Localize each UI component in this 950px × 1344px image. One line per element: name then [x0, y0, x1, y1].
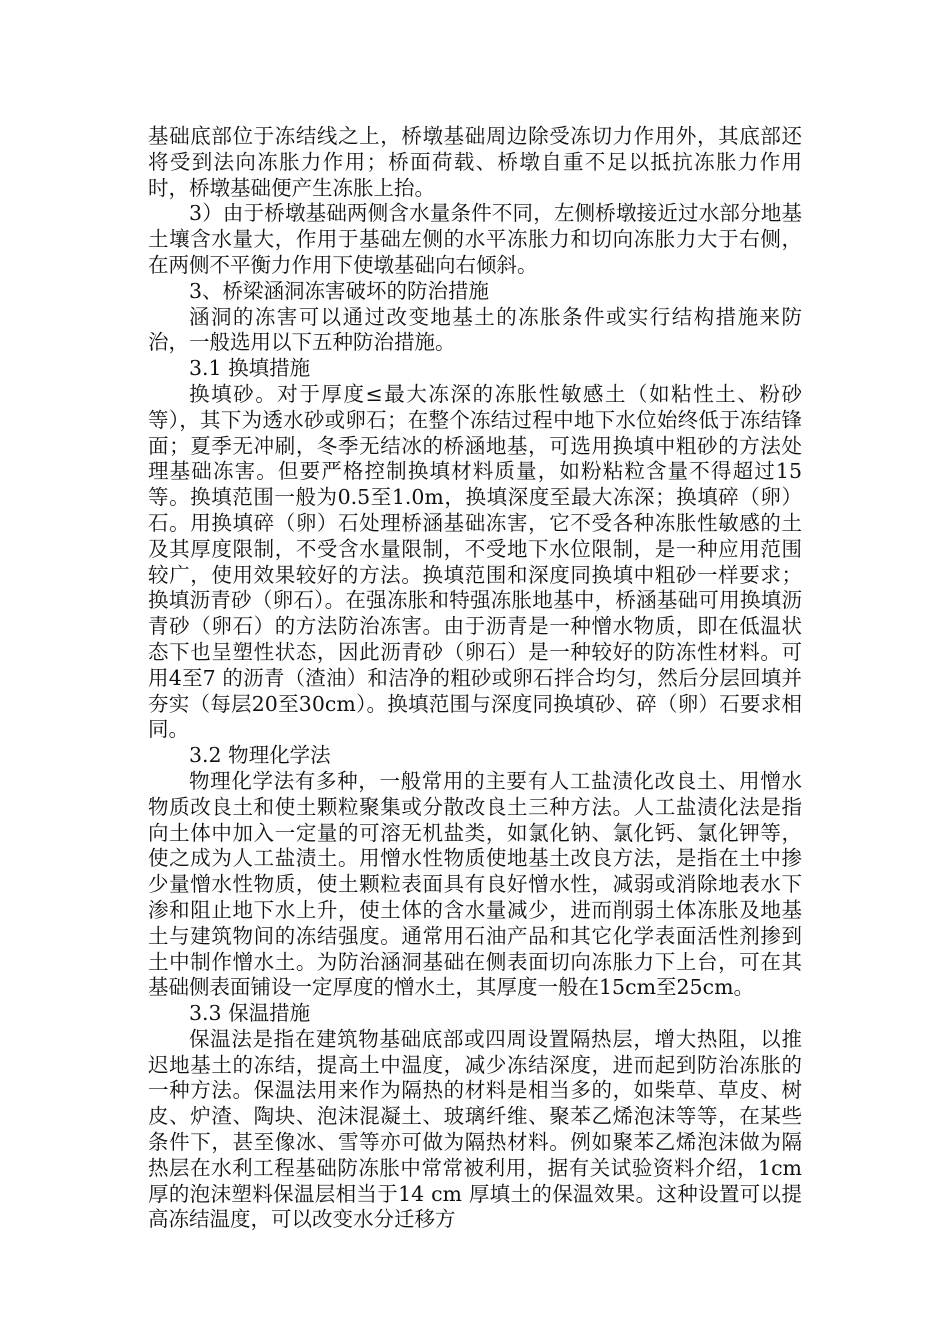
section-heading-3: 3、桥梁涵洞冻害破坏的防治措施	[189, 278, 490, 303]
paragraph-physical-chemical: 物理化学法有多种，一般常用的主要有人工盐渍化改良土、用憎水物质改良土和使土颗粒聚集或分散改良土三种方法。人工盐渍化法是指向土体中加入一定量的可溶无机盐类，如氯化钠、氯化钙、氯化钾等，使之成为人工盐渍土。用憎水性物质使地基土改良方法，是指在土中掺少量憎水性物质，使土颗粒表面具有良好憎水性，减弱或消除地表水下渗和阻止地下水上升，使土体的含水量减少，进而削弱土体冻胀及地基土与建筑物间的冻结强度。通常用石油产品和其它化学表面活性剂掺到土中制作憎水土。为防治涵洞基础在侧表面切向冻胀力下上台，可在其基础侧表面铺设一定厚度的憎水土，其厚度一般在15cm至25cm。	[148, 768, 802, 1000]
document-body	[148, 124, 802, 1233]
paragraph-replacement: 换填砂。对于厚度≤最大冻深的冻胀性敏感土（如粘性土、粉砂等），其下为透水砂或卵石；在整个冻结过程中地下水位始终低于冻结锋面；夏季无冲刷，冬季无结冰的桥涵地基，可选用换填中粗砂的方法处理基础冻害。但要严格控制换填材料质量，如粉粘粒含量不得超过15 等。换填范围一般为0.5至1.0m，换填深度至最大冻深；换填碎（卵）石。用换填碎（卵）石处理桥涵基础冻害，它不受各种冻胀性敏感的土及其厚度限制，不受含水量限制，不受地下水位限制，是一种应用范围较广，使用效果较好的方法。换填范围和深度同换填中粗砂一样要求；换填沥青砂（卵石）。在强冻胀和特强冻胀地基中，桥涵基础可用换填沥青砂（卵石）的方法防治冻害。由于沥青是一种憎水物质，即在低温状态下也呈塑性状态，因此沥青砂（卵石）是一种较好的防冻性材料。可用4至7 的沥青（渣油）和洁净的粗砂或卵石拌合均匀，然后分层回填并夯实（每层20至30cm）。换填范围与深度同换填砂、碎（卵）石要求相同。	[148, 381, 802, 742]
paragraph-insulation: 保温法是指在建筑物基础底部或四周设置隔热层，增大热阻，以推迟地基土的冻结，提高土中温度，减少冻结深度，进而起到防治冻胀的一种方法。保温法用来作为隔热的材料是相当多的，如柴草、草皮、树皮、炉渣、陶块、泡沫混凝土、玻璃纤维、聚苯乙烯泡沫等等，在某些条件下，甚至像冰、雪等亦可做为隔热材料。例如聚苯乙烯泡沫做为隔热层在水利工程基础防冻胀中常常被利用，据有关试验资料介绍，1cm厚的泡沫塑料保温层相当于14 cm 厚填土的保温效果。这种设置可以提高冻结温度，可以改变水分迁移方	[148, 1026, 802, 1232]
subsection-heading-3-2: 3.2 物理化学法	[189, 743, 331, 768]
paragraph-item-3: 3）由于桥墩基础两侧含水量条件不同，左侧桥墩接近过水部分地基土壤含水量大，作用于基础左侧的水平冻胀力和切向冻胀力大于右侧，在两侧不平衡力作用下使墩基础向右倾斜。	[148, 201, 802, 277]
subsection-heading-3-3: 3.3 保温措施	[189, 1001, 311, 1026]
paragraph-intro: 涵洞的冻害可以通过改变地基土的冻胀条件或实行结构措施来防治，一般选用以下五种防治措施。	[148, 304, 802, 355]
subsection-heading-3-1: 3.1 换填措施	[189, 356, 311, 381]
paragraph-continuation: 基础底部位于冻结线之上，桥墩基础周边除受冻切力作用外，其底部还将受到法向冻胀力作用；桥面荷载、桥墩自重不足以抵抗冻胀力作用时，桥墩基础便产生冻胀上抬。	[148, 124, 802, 200]
